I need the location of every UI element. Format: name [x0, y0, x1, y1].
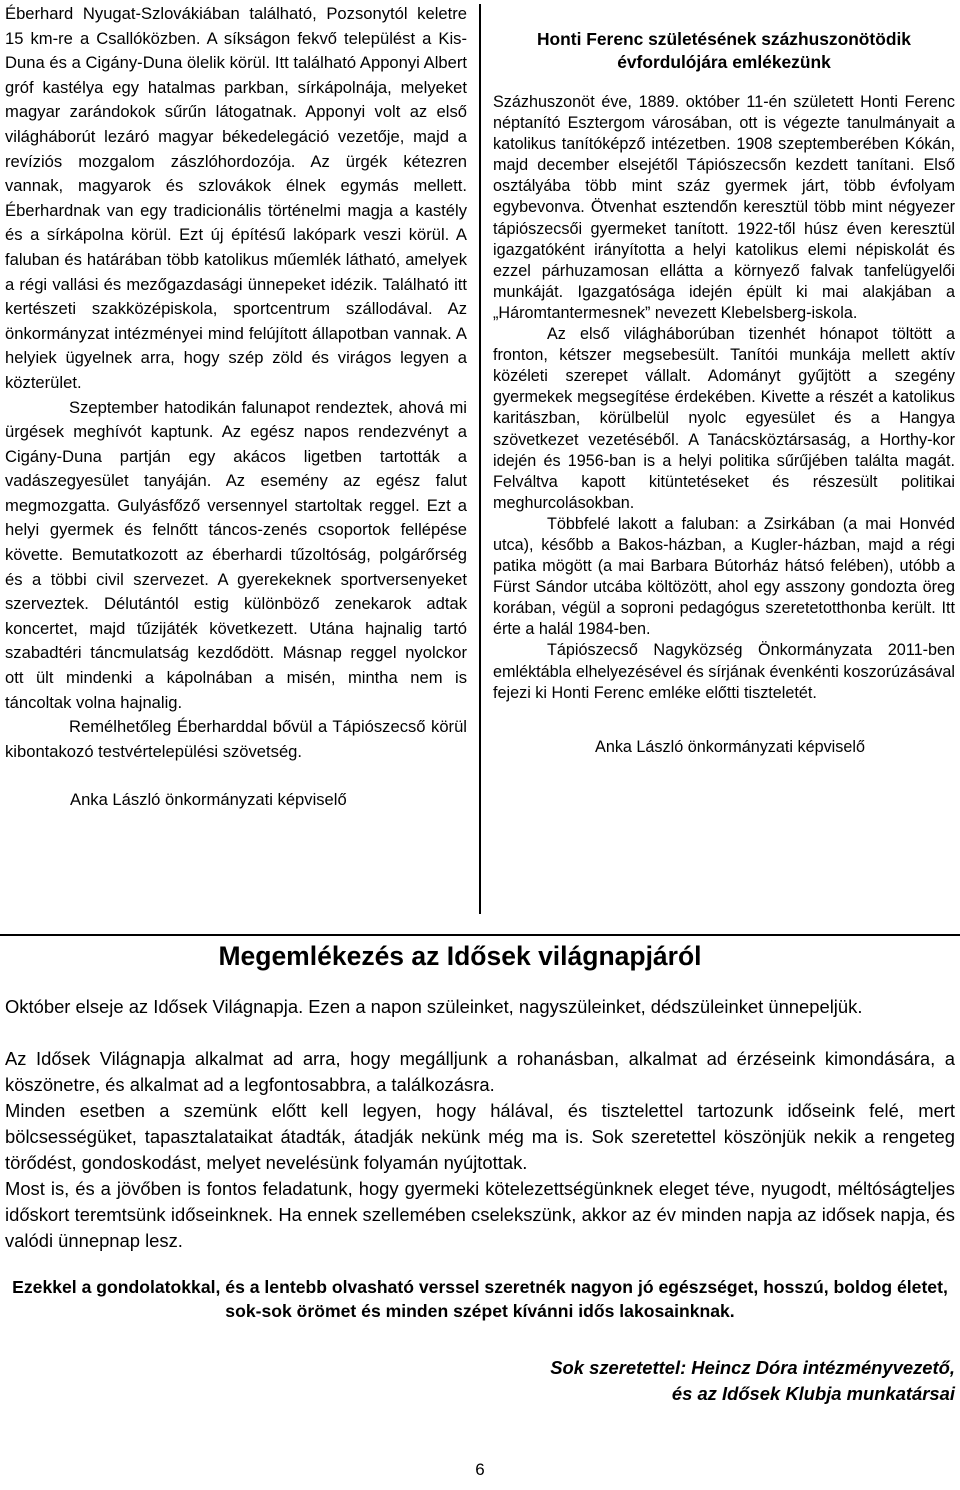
- right-paragraph-1: Százhuszonöt éve, 1889. október 11-én született Honti Ferenc néptanító Esztergom városában, ott is végezte tanulmányait a katolikus tanítóképző intézetben. 1908 szeptemberében Kókán, majd december elsejétől Tápiószecsőn kezdett tanítani. Első osztályába több mint száz gyermek járt, több évfolyam egybevonva. Ötvenhat esztendőn keresztül több mint négyezer tápiószecsői gyermeket tanított. 1922-től húsz éven keresztül igazgatóként irányította a helyi katolikus elemi népiskolát és ezzel párhuzamosan ellátta a környező falvak tanfelügyelői munkáját. Igazgatósága idején épült ki mai alakjában a „Háromtantermesnek” nevezett Klebelsberg-iskola.: [493, 93, 955, 322]
- right-signature: Anka László önkormányzati képviselő: [595, 737, 865, 756]
- right-paragraph-4: Tápiószecső Nagyközség Önkormányzata 2011-ben emléktábla elhelyezésével és sírjának évenkénti koszorúzásával fejezi ki Honti Ferenc emléke előtti tiszteletét.: [493, 641, 955, 702]
- left-column: [5, 2, 467, 813]
- left-signature: Anka László önkormányzati képviselő: [70, 790, 347, 810]
- left-paragraph-3: Remélhetőleg Éberharddal bővül a Tápiószecső körül kibontakozó testvértelepülési szövetség.: [5, 717, 467, 761]
- bottom-paragraph-4: Most is, és a jövőben is fontos feladatunk, hogy gyermeki kötelezettségünknek eleget téve, nyugodt, méltóságteljes időskort teremtsünk időseinknek. Ha ennek szellemében cselekszünk, akkor az év minden napja az idősek napja, és valódi ünnepnap lesz.: [5, 1178, 955, 1251]
- closing-statement: Ezekkel a gondolatokkal, és a lentebb olvasható verssel szeretnék nagyon jó egészséget, hosszú, boldog életet, sok-sok örömet és minden szépet kívánni idős lakosainknak.: [12, 1277, 948, 1321]
- bottom-signature: [5, 1355, 955, 1407]
- column-divider: [479, 4, 481, 914]
- bottom-signature-line-1: Sok szeretettel: Heincz Dóra intézményvezető,: [550, 1357, 955, 1378]
- right-column: [493, 28, 955, 758]
- bottom-title: Megemlékezés az Idősek világnapjáról: [218, 941, 702, 971]
- paragraph-gap: [5, 1020, 955, 1046]
- bottom-paragraph-2: Az Idősek Világnapja alkalmat ad arra, hogy megálljunk a rohanásban, alkalmat ad érzéseink kimondására, a köszönetre, és alkalmat ad a legfontosabbra, a találkozásra.: [5, 1048, 955, 1095]
- right-heading: Honti Ferenc születésének százhuszonötödik évfordulójára emlékezünk: [537, 29, 911, 72]
- left-paragraph-1: Éberhard Nyugat-Szlovákiában található, Pozsonytól keletre 15 km-re a Csallóközben. A síkságon fekvő települést a Kis-Duna és a Cigány-Duna ölelik körül. Itt található Apponyi Albert gróf kastélya egy hatalmas parkban, sírkápolnája, melyeket magyar zarándokok sűrűn látogatnak. Apponyi volt az első világháborút lezáró magyar békedelegáció vezetője, majd a revíziós mozgalom zászlóhordozója. Az ürgék kétezren vannak, magyarok és szlovákok élnek egymás mellett. Éberhardnak van egy tradicionális történelmi magja a kastély és a sírkápolna körül. Ezt új építésű lakópark veszi körül. A faluban és határában több katolikus műemlék látható, amelyek a régi vallási és mezőgazdasági ünnepeket idézik. Található itt kertészeti szakközépiskola, sportcentrum szállodával. Az önkormányzat intézményei mind felújított állapotban vannak. A helyiek ügyelnek arra, hogy szép zöld és virágos legyen a közterület.: [5, 4, 467, 392]
- left-paragraph-2: Szeptember hatodikán falunapot rendeztek, ahová mi ürgések meghívót kaptunk. Az egész napos rendezvényt a Cigány-Duna partján egy akácos ligetben tartották a vadászegyesület tanyáján. Az esemény az egész falut megmozgatta. Gulyásfőző versennyel startoltak reggel. Ezt a helyi gyermek és felnőtt táncos-zenés csoportok fellépése követte. Bemutatkozott az éberhardi tűzoltóság, polgárőrség és a többi civil szervezet. A gyerekeknek sportversenyeket szerveztek. Délutántól estig különböző zenekarok adtak koncertet, majd tűzijáték következett. Utána hajnalig tartó szabadtéri táncmulatság kezdődött. Másnap reggel nyolckor ott ült mindenki a kápolnában a misén, mintha nem is táncoltak volna hajnalig.: [5, 397, 467, 712]
- bottom-paragraph-3: Minden esetben a szemünk előtt kell legyen, hogy hálával, és tisztelettel tartozunk időseink felé, mert bölcsességüket, tapasztalataikat átadták, átadják nekünk még ma is. Sok szeretettel köszönjük nekik a rengeteg törődést, gondoskodást, melyet nevelésünk folyamán nyújtottak.: [5, 1100, 955, 1173]
- bottom-section: [5, 938, 955, 1407]
- bottom-paragraph-1: Október elseje az Idősek Világnapja. Ezen a napon szüleinket, nagyszüleinket, dédszüleinket ünnepeljük.: [5, 996, 863, 1017]
- bottom-signature-line-2: és az Idősek Klubja munkatársai: [671, 1383, 955, 1404]
- right-paragraph-2: Az első világháborúban tizenhét hónapot töltött a fronton, kétszer megsebesült. Tanítói munkája mellett aktív közéleti szerepet vállalt. Adományt gyűjtött a szegény gyermekek megsegítése érdekében. Kivette a részét a katolikus karitászban, körülbelül nyolc egyesület és a Hangya szövetkezet vezetéséből. A Tanácsköztársaság, a Horthy-kor idején és 1956-ban is a helyi politika sűrűjében találta magát. Felváltva kapott kitüntetéseket és részesült politikai meghurcolásokban.: [493, 325, 955, 512]
- right-paragraph-3: Többfelé lakott a faluban: a Zsirkában (a mai Honvéd utca), később a Bakos-házban, a Kugler-házban, majd a régi patika mögött (a mai Barbara Bútorház hátsó felében), utóbb a Fürst Sándor utcába költözött, ahol egy asszony gondozta öreg korában, végül a soproni pedagógus szeretetotthonba került. Itt érte a halál 1984-ben.: [493, 514, 955, 639]
- page-number: 6: [475, 1460, 485, 1479]
- section-divider: [0, 934, 960, 936]
